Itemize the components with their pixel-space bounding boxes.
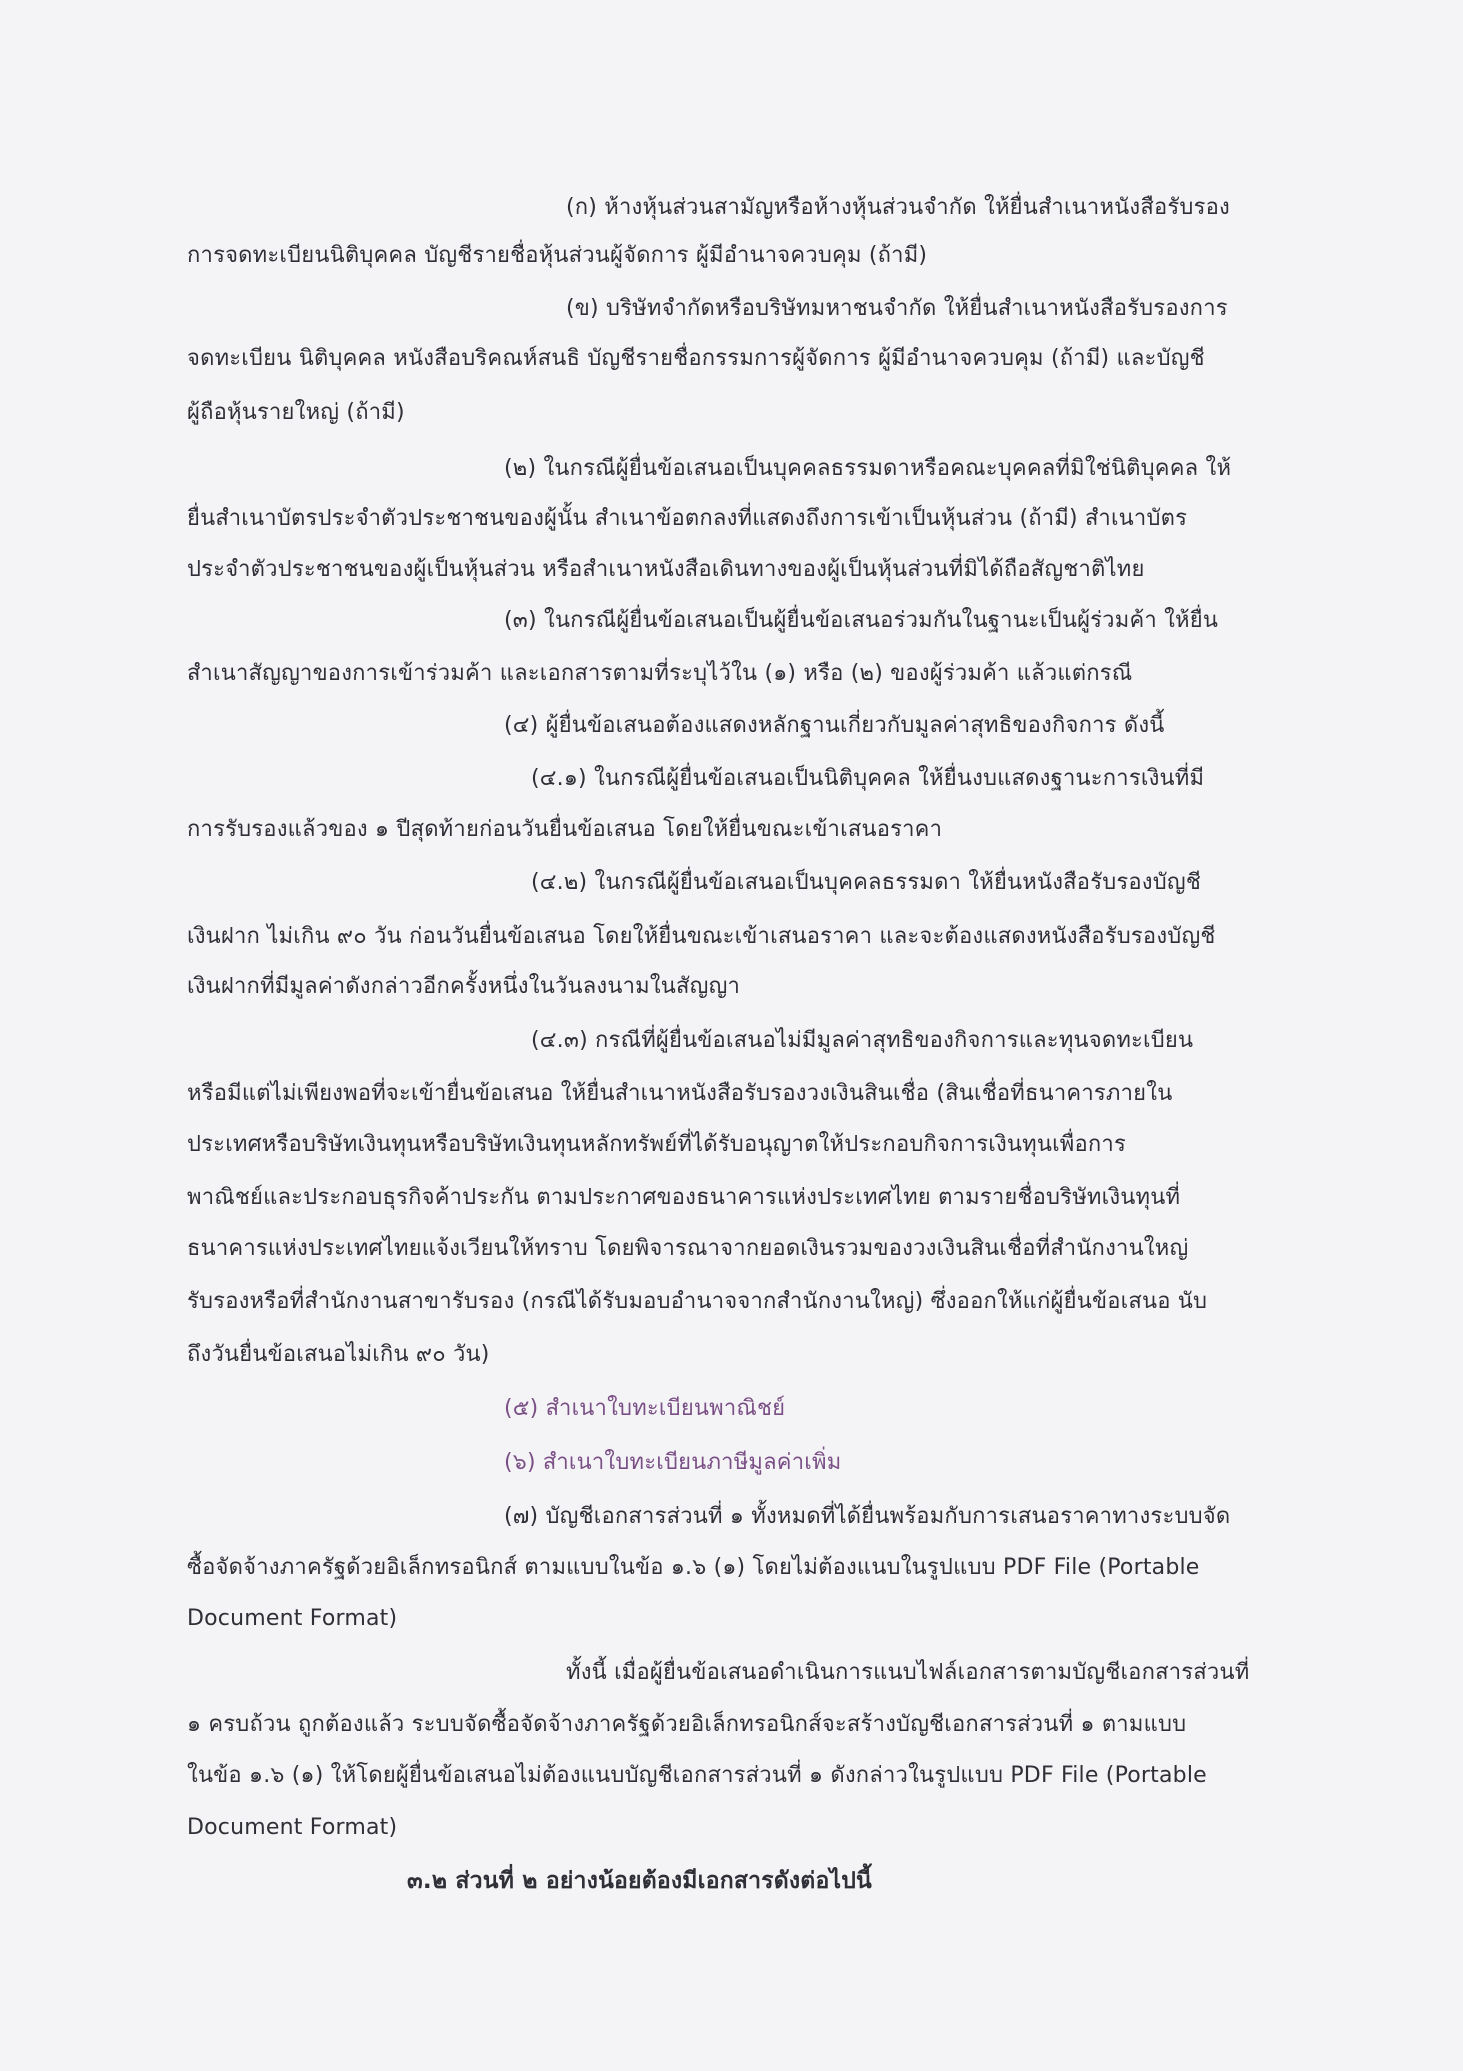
item-7-line-2: ซื้อจัดจ้างภาครัฐด้วยอิเล็กทรอนิกส์ ตามแบบในข้อ ๑.๖ (๑) โดยไม่ต้องแนบในรูปแบบ PDF File (Portable (187, 1555, 1200, 1580)
item-4-3-line-1: (๔.๓) กรณีที่ผู้ยื่นข้อเสนอไม่มีมูลค่าสุทธิของกิจการและทุนจดทะเบียน (531, 1028, 1194, 1053)
item-b-line-3: ผู้ถือหุ้นรายใหญ่ (ถ้ามี) (187, 400, 405, 425)
item-a-line-2: การจดทะเบียนนิติบุคคล บัญชีรายชื่อหุ้นส่วนผู้จัดการ ผู้มีอำนาจควบคุม (ถ้ามี) (187, 243, 928, 268)
item-b-line-1: (ข) บริษัทจำกัดหรือบริษัทมหาชนจำกัด ให้ยื่นสำเนาหนังสือรับรองการ (566, 296, 1228, 321)
item-6-line: (๖) สำเนาใบทะเบียนภาษีมูลค่าเพิ่ม (504, 1450, 842, 1475)
item-3-line-2: สำเนาสัญญาของการเข้าร่วมค้า และเอกสารตามที่ระบุไว้ใน (๑) หรือ (๒) ของผู้ร่วมค้า แล้วแต่กรณี (187, 661, 1133, 686)
item-4-3-line-7: ถึงวันยื่นข้อเสนอไม่เกิน ๙๐ วัน) (187, 1342, 490, 1367)
item-7-line-1: (๗) บัญชีเอกสารส่วนที่ ๑ ทั้งหมดที่ได้ยื่นพร้อมกับการเสนอราคาทางระบบจัด (504, 1504, 1231, 1529)
note-line-1: ทั้งนี้ เมื่อผู้ยื่นข้อเสนอดำเนินการแนบไฟล์เอกสารตามบัญชีเอกสารส่วนที่ (566, 1660, 1250, 1685)
note-line-4: Document Format) (187, 1815, 398, 1840)
item-4-2-line-3: เงินฝากที่มีมูลค่าดังกล่าวอีกครั้งหนึ่งในวันลงนามในสัญญา (187, 974, 741, 999)
item-4-3-line-3: ประเทศหรือบริษัทเงินทุนหรือบริษัทเงินทุนหลักทรัพย์ที่ได้รับอนุญาตให้ประกอบกิจการเงินทุนเพื่อการ (187, 1132, 1126, 1157)
item-4-3-line-4: พาณิชย์และประกอบธุรกิจค้าประกัน ตามประกาศของธนาคารแห่งประเทศไทย ตามรายชื่อบริษัทเงินทุนที่ (187, 1185, 1181, 1210)
section-3-2-heading: ๓.๒ ส่วนที่ ๒ อย่างน้อยต้องมีเอกสารดังต่อไปนี้ (407, 1868, 872, 1894)
item-3-line-1: (๓) ในกรณีผู้ยื่นข้อเสนอเป็นผู้ยื่นข้อเสนอร่วมกันในฐานะเป็นผู้ร่วมค้า ให้ยื่น (504, 608, 1219, 633)
item-4-3-line-5: ธนาคารแห่งประเทศไทยแจ้งเวียนให้ทราบ โดยพิจารณาจากยอดเงินรวมของวงเงินสินเชื่อที่สำนักงานใหญ่ (187, 1236, 1189, 1261)
item-4-2-line-1: (๔.๒) ในกรณีผู้ยื่นข้อเสนอเป็นบุคคลธรรมดา ให้ยื่นหนังสือรับรองบัญชี (531, 870, 1201, 895)
item-2-line-1: (๒) ในกรณีผู้ยื่นข้อเสนอเป็นบุคคลธรรมดาหรือคณะบุคคลที่มิใช่นิติบุคคล ให้ (504, 456, 1232, 481)
item-a-line-1: (ก) ห้างหุ้นส่วนสามัญหรือห้างหุ้นส่วนจำกัด ให้ยื่นสำเนาหนังสือรับรอง (566, 195, 1230, 220)
item-4-1-line-1: (๔.๑) ในกรณีผู้ยื่นข้อเสนอเป็นนิติบุคคล ให้ยื่นงบแสดงฐานะการเงินที่มี (531, 766, 1205, 791)
item-4-line-1: (๔) ผู้ยื่นข้อเสนอต้องแสดงหลักฐานเกี่ยวกับมูลค่าสุทธิของกิจการ ดังนี้ (504, 713, 1165, 738)
item-4-3-line-6: รับรองหรือที่สำนักงานสาขารับรอง (กรณีได้รับมอบอำนาจจากสำนักงานใหญ่) ซึ่งออกให้แก่ผู้ยื่นข้อเสนอ นับ (187, 1289, 1208, 1314)
item-4-2-line-2: เงินฝาก ไม่เกิน ๙๐ วัน ก่อนวันยื่นข้อเสนอ โดยให้ยื่นขณะเข้าเสนอราคา และจะต้องแสดงหนังสือรับรองบัญชี (187, 924, 1216, 949)
note-line-2: ๑ ครบถ้วน ถูกต้องแล้ว ระบบจัดซื้อจัดจ้างภาครัฐด้วยอิเล็กทรอนิกส์จะสร้างบัญชีเอกสารส่วนที่ ๑ ตามแบบ (187, 1712, 1187, 1737)
item-7-line-3: Document Format) (187, 1606, 398, 1631)
item-4-3-line-2: หรือมีแต่ไม่เพียงพอที่จะเข้ายื่นข้อเสนอ ให้ยื่นสำเนาหนังสือรับรองวงเงินสินเชื่อ (สินเชื่อที่ธนาคารภายใน (187, 1081, 1173, 1106)
item-b-line-2: จดทะเบียน นิติบุคคล หนังสือบริคณห์สนธิ บัญชีรายชื่อกรรมการผู้จัดการ ผู้มีอำนาจควบคุม (ถ้ามี) และบัญชี (187, 346, 1205, 371)
item-5-line: (๕) สำเนาใบทะเบียนพาณิชย์ (504, 1396, 786, 1421)
item-2-line-3: ประจำตัวประชาชนของผู้เป็นหุ้นส่วน หรือสำเนาหนังสือเดินทางของผู้เป็นหุ้นส่วนที่มิได้ถือสัญชาติไทย (187, 557, 1145, 582)
note-line-3: ในข้อ ๑.๖ (๑) ให้โดยผู้ยื่นข้อเสนอไม่ต้องแนบบัญชีเอกสารส่วนที่ ๑ ดังกล่าวในรูปแบบ PDF File (Portable (187, 1763, 1207, 1788)
item-4-1-line-2: การรับรองแล้วของ ๑ ปีสุดท้ายก่อนวันยื่นข้อเสนอ โดยให้ยื่นขณะเข้าเสนอราคา (187, 817, 943, 842)
item-2-line-2: ยื่นสำเนาบัตรประจำตัวประชาชนของผู้นั้น สำเนาข้อตกลงที่แสดงถึงการเข้าเป็นหุ้นส่วน (ถ้ามี) สำเนาบัตร (187, 506, 1188, 531)
